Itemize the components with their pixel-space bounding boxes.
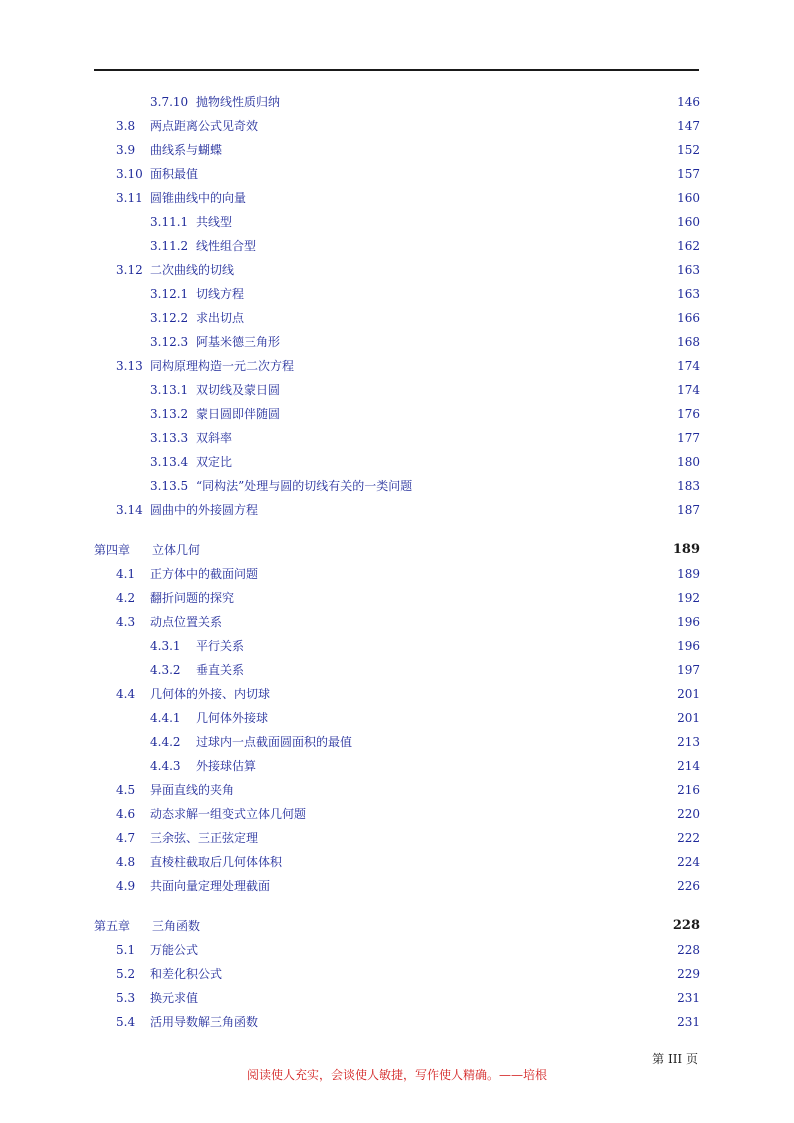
toc-entry-page: 189 — [672, 542, 700, 557]
toc-entry-title: 三角函数 — [152, 919, 201, 933]
toc-entry-number: 4.8 — [116, 855, 136, 869]
toc-entry-page: 214 — [677, 759, 700, 773]
toc-entry-title: 换元求值 — [150, 991, 199, 1005]
toc-dot-leader — [230, 140, 673, 160]
toc-dot-leader — [288, 404, 673, 424]
toc-dot-leader — [266, 500, 673, 520]
toc-entry-page: 216 — [677, 783, 700, 797]
toc-entry-title: 活用导数解三角函数 — [150, 1015, 259, 1029]
toc-entry-row[interactable] — [116, 940, 700, 960]
toc-entry-title: 直棱柱截取后几何体体积 — [150, 855, 283, 869]
toc-entry-row[interactable] — [116, 140, 700, 160]
toc-entry-number: 3.13.5 — [150, 479, 189, 493]
toc-entry-number: 第四章 — [94, 543, 131, 557]
toc-entry-title: 同构原理构造一元二次方程 — [150, 359, 295, 373]
toc-entry-row[interactable] — [116, 804, 700, 824]
toc-entry-number: 3.12 — [116, 263, 143, 277]
toc-dot-leader — [206, 940, 673, 960]
toc-entry-number: 3.8 — [116, 119, 136, 133]
toc-entry-number: 3.13 — [116, 359, 143, 373]
toc-dot-leader — [230, 964, 673, 984]
toc-entry-title: 动态求解一组变式立体几何题 — [150, 807, 307, 821]
toc-entry-title: 二次曲线的切线 — [150, 263, 235, 277]
toc-entry-number: 4.6 — [116, 807, 136, 821]
toc-entry-row[interactable] — [116, 564, 700, 584]
toc-entry-number: 4.3.2 — [150, 663, 181, 677]
toc-dot-leader — [206, 988, 673, 1008]
toc-entry-page: 174 — [677, 383, 700, 397]
toc-entry-page: 163 — [677, 263, 700, 277]
toc-dot-leader — [360, 732, 673, 752]
toc-dot-leader — [420, 476, 673, 496]
toc-entry-page: 157 — [677, 167, 700, 181]
toc-entry-title: “同构法”处理与圆的切线有关的一类问题 — [196, 479, 413, 493]
toc-dot-leader — [264, 756, 673, 776]
toc-entry-row[interactable] — [116, 684, 700, 704]
toc-entry-number: 4.1 — [116, 567, 136, 581]
toc-dot-leader — [240, 428, 673, 448]
toc-entry-page: 222 — [677, 831, 700, 845]
toc-entry-number: 4.3.1 — [150, 639, 181, 653]
toc-dot-leader — [288, 380, 673, 400]
toc-entry-title: 双斜率 — [196, 431, 233, 445]
toc-entry-page: 177 — [677, 431, 700, 445]
toc-entry-number: 4.3 — [116, 615, 136, 629]
toc-entry-title: 几何体外接球 — [196, 711, 269, 725]
toc-entry-page: 197 — [677, 663, 700, 677]
toc-entry-row[interactable] — [116, 612, 700, 632]
toc-entry-title: 曲线系与蝴蝶 — [150, 143, 223, 157]
toc-entry-row[interactable] — [150, 452, 700, 472]
toc-entry-number: 4.4.2 — [150, 735, 181, 749]
toc-entry-title: 几何体的外接、内切球 — [150, 687, 271, 701]
toc-entry-page: 174 — [677, 359, 700, 373]
toc-dot-leader — [242, 260, 673, 280]
toc-entry-page: 189 — [677, 567, 700, 581]
toc-entry-row[interactable] — [116, 876, 700, 896]
toc-entry-page: 196 — [677, 639, 700, 653]
toc-entry-number: 第五章 — [94, 919, 131, 933]
toc-entry-number: 3.9 — [116, 143, 136, 157]
toc-entry-title: 异面直线的夹角 — [150, 783, 235, 797]
toc-entry-page: 146 — [677, 95, 700, 109]
toc-entry-row[interactable] — [116, 356, 700, 376]
toc-dot-leader — [252, 308, 673, 328]
toc-entry-number: 3.11.1 — [150, 215, 189, 229]
toc-dot-leader — [276, 708, 673, 728]
toc-entry-page: 201 — [677, 711, 700, 725]
toc-entry-page: 196 — [677, 615, 700, 629]
toc-entry-row[interactable] — [150, 732, 700, 752]
page-number: 第 III 页 — [652, 1052, 698, 1066]
toc-entry-page: 187 — [677, 503, 700, 517]
toc-dot-leader — [288, 92, 673, 112]
toc-entry-row[interactable] — [150, 636, 700, 656]
toc-entry-page: 166 — [677, 311, 700, 325]
toc-entry-number: 4.4.3 — [150, 759, 181, 773]
toc-entry-page: 160 — [677, 191, 700, 205]
toc-entry-row[interactable] — [150, 212, 700, 232]
toc-entry-title: 共线型 — [196, 215, 233, 229]
toc-entry-title: 抛物线性质归纳 — [196, 95, 281, 109]
toc-entry-page: 183 — [677, 479, 700, 493]
toc-dot-leader — [266, 116, 673, 136]
toc-dot-leader — [266, 828, 673, 848]
toc-entry-title: 过球内一点截面圆面积的最值 — [196, 735, 353, 749]
toc-dot-leader — [278, 876, 673, 896]
toc-entry-number: 4.4 — [116, 687, 136, 701]
toc-entry-title: 求出切点 — [196, 311, 245, 325]
toc-entry-row[interactable] — [150, 428, 700, 448]
toc-entry-row[interactable] — [150, 404, 700, 424]
toc-entry-title: 双切线及蒙日圆 — [196, 383, 281, 397]
toc-entry-title: 切线方程 — [196, 287, 245, 301]
toc-dot-leader — [290, 852, 673, 872]
toc-entry-row[interactable] — [150, 236, 700, 256]
toc-dot-leader — [240, 452, 673, 472]
toc-dot-leader — [242, 588, 673, 608]
toc-entry-number: 3.13.2 — [150, 407, 189, 421]
toc-entry-page: 162 — [677, 239, 700, 253]
toc-entry-number: 5.4 — [116, 1015, 136, 1029]
toc-dot-leader — [288, 332, 673, 352]
toc-dot-leader — [278, 684, 673, 704]
toc-entry-number: 3.12.3 — [150, 335, 189, 349]
toc-entry-row[interactable] — [150, 476, 700, 496]
toc-entry-number: 5.2 — [116, 967, 136, 981]
toc-chapter-row[interactable] — [94, 916, 700, 936]
toc-entry-page: 213 — [677, 735, 700, 749]
toc-entry-title: 立体几何 — [152, 543, 201, 557]
toc-entry-row[interactable] — [116, 500, 700, 520]
toc-entry-number: 3.7.10 — [150, 95, 189, 109]
toc-entry-row[interactable] — [150, 92, 700, 112]
toc-dot-leader — [206, 164, 673, 184]
toc-entry-page: 220 — [677, 807, 700, 821]
toc-entry-row[interactable] — [116, 852, 700, 872]
toc-entry-page: 180 — [677, 455, 700, 469]
toc-entry-title: 垂直关系 — [196, 663, 245, 677]
toc-entry-title: 共面向量定理处理截面 — [150, 879, 271, 893]
toc-entry-title: 圆曲中的外接圆方程 — [150, 503, 259, 517]
toc-dot-leader — [254, 188, 673, 208]
toc-dot-leader — [314, 804, 673, 824]
toc-entry-page: 226 — [677, 879, 700, 893]
toc-entry-page: 231 — [677, 991, 700, 1005]
toc-entry-number: 3.10 — [116, 167, 143, 181]
toc-entry-row[interactable] — [150, 332, 700, 352]
toc-dot-leader — [264, 236, 673, 256]
toc-entry-row[interactable] — [116, 964, 700, 984]
toc-entry-page: 168 — [677, 335, 700, 349]
toc-dot-leader — [230, 612, 673, 632]
toc-entry-row[interactable] — [150, 660, 700, 680]
toc-entry-page: 192 — [677, 591, 700, 605]
toc-entry-title: 阿基米德三角形 — [196, 335, 281, 349]
toc-entry-number: 5.3 — [116, 991, 136, 1005]
toc-entry-row[interactable] — [116, 188, 700, 208]
footer-quote: 阅读使人充实，会谈使人敏捷，写作使人精确。——培根 — [246, 1068, 547, 1082]
toc-entry-title: 外接球估算 — [196, 759, 257, 773]
toc-entry-row[interactable] — [116, 260, 700, 280]
toc-entry-number: 4.5 — [116, 783, 136, 797]
toc-dot-leader — [266, 564, 673, 584]
toc-entry-title: 两点距离公式见奇效 — [150, 119, 259, 133]
toc-entry-title: 线性组合型 — [196, 239, 257, 253]
toc-dot-leader — [240, 212, 673, 232]
toc-entry-title: 双定比 — [196, 455, 233, 469]
toc-entry-page: 163 — [677, 287, 700, 301]
toc-dot-leader — [266, 1012, 673, 1032]
toc-entry-page: 228 — [672, 918, 700, 933]
toc-entry-page: 201 — [677, 687, 700, 701]
toc-entry-number: 4.9 — [116, 879, 136, 893]
toc-dot-leader — [302, 356, 673, 376]
toc-entry-number: 4.2 — [116, 591, 136, 605]
toc-entry-row[interactable] — [116, 116, 700, 136]
toc-entry-number: 3.12.2 — [150, 311, 189, 325]
toc-entry-page: 229 — [677, 967, 700, 981]
toc-entry-row[interactable] — [150, 708, 700, 728]
toc-entry-row[interactable] — [116, 988, 700, 1008]
toc-entry-row[interactable] — [150, 284, 700, 304]
toc-entry-page: 231 — [677, 1015, 700, 1029]
toc-entry-row[interactable] — [150, 380, 700, 400]
toc-entry-title: 和差化积公式 — [150, 967, 223, 981]
toc-entry-number: 5.1 — [116, 943, 136, 957]
toc-entry-number: 3.14 — [116, 503, 143, 517]
toc-entry-row[interactable] — [116, 1012, 700, 1032]
toc-entry-row[interactable] — [116, 828, 700, 848]
toc-entry-number: 3.12.1 — [150, 287, 189, 301]
toc-entry-page: 160 — [677, 215, 700, 229]
toc-dot-leader — [252, 284, 673, 304]
toc-entry-title: 翻折问题的探究 — [150, 591, 235, 605]
toc-entry-row[interactable] — [116, 780, 700, 800]
toc-entry-page: 224 — [677, 855, 700, 869]
toc-entry-title: 动点位置关系 — [150, 615, 223, 629]
toc-entry-number: 3.13.1 — [150, 383, 189, 397]
toc-dot-leader — [252, 660, 673, 680]
header-rule — [94, 69, 699, 71]
toc-entry-page: 147 — [677, 119, 700, 133]
toc-dot-leader — [252, 636, 673, 656]
toc-entry-number: 3.11 — [116, 191, 143, 205]
toc-entry-title: 正方体中的截面问题 — [150, 567, 259, 581]
toc-entry-title: 蒙日圆即伴随圆 — [196, 407, 281, 421]
toc-entry-row[interactable] — [150, 308, 700, 328]
toc-entry-number: 3.11.2 — [150, 239, 189, 253]
toc-entry-title: 圆锥曲线中的向量 — [150, 191, 247, 205]
toc-entry-title: 万能公式 — [150, 943, 199, 957]
toc-entry-number: 4.4.1 — [150, 711, 181, 725]
toc-entry-number: 3.13.4 — [150, 455, 189, 469]
toc-chapter-row[interactable] — [94, 540, 700, 560]
toc-entry-title: 平行关系 — [196, 639, 245, 653]
toc-entry-page: 176 — [677, 407, 700, 421]
toc-dot-leader — [242, 780, 673, 800]
toc-entry-number: 3.13.3 — [150, 431, 189, 445]
toc-entry-row[interactable] — [116, 588, 700, 608]
toc-entry-page: 152 — [677, 143, 700, 157]
toc-entry-row[interactable] — [116, 164, 700, 184]
toc-entry-page: 228 — [677, 943, 700, 957]
toc-entry-title: 面积最值 — [150, 167, 199, 181]
toc-entry-title: 三余弦、三正弦定理 — [150, 831, 259, 845]
toc-entry-row[interactable] — [150, 756, 700, 776]
toc-entry-number: 4.7 — [116, 831, 136, 845]
